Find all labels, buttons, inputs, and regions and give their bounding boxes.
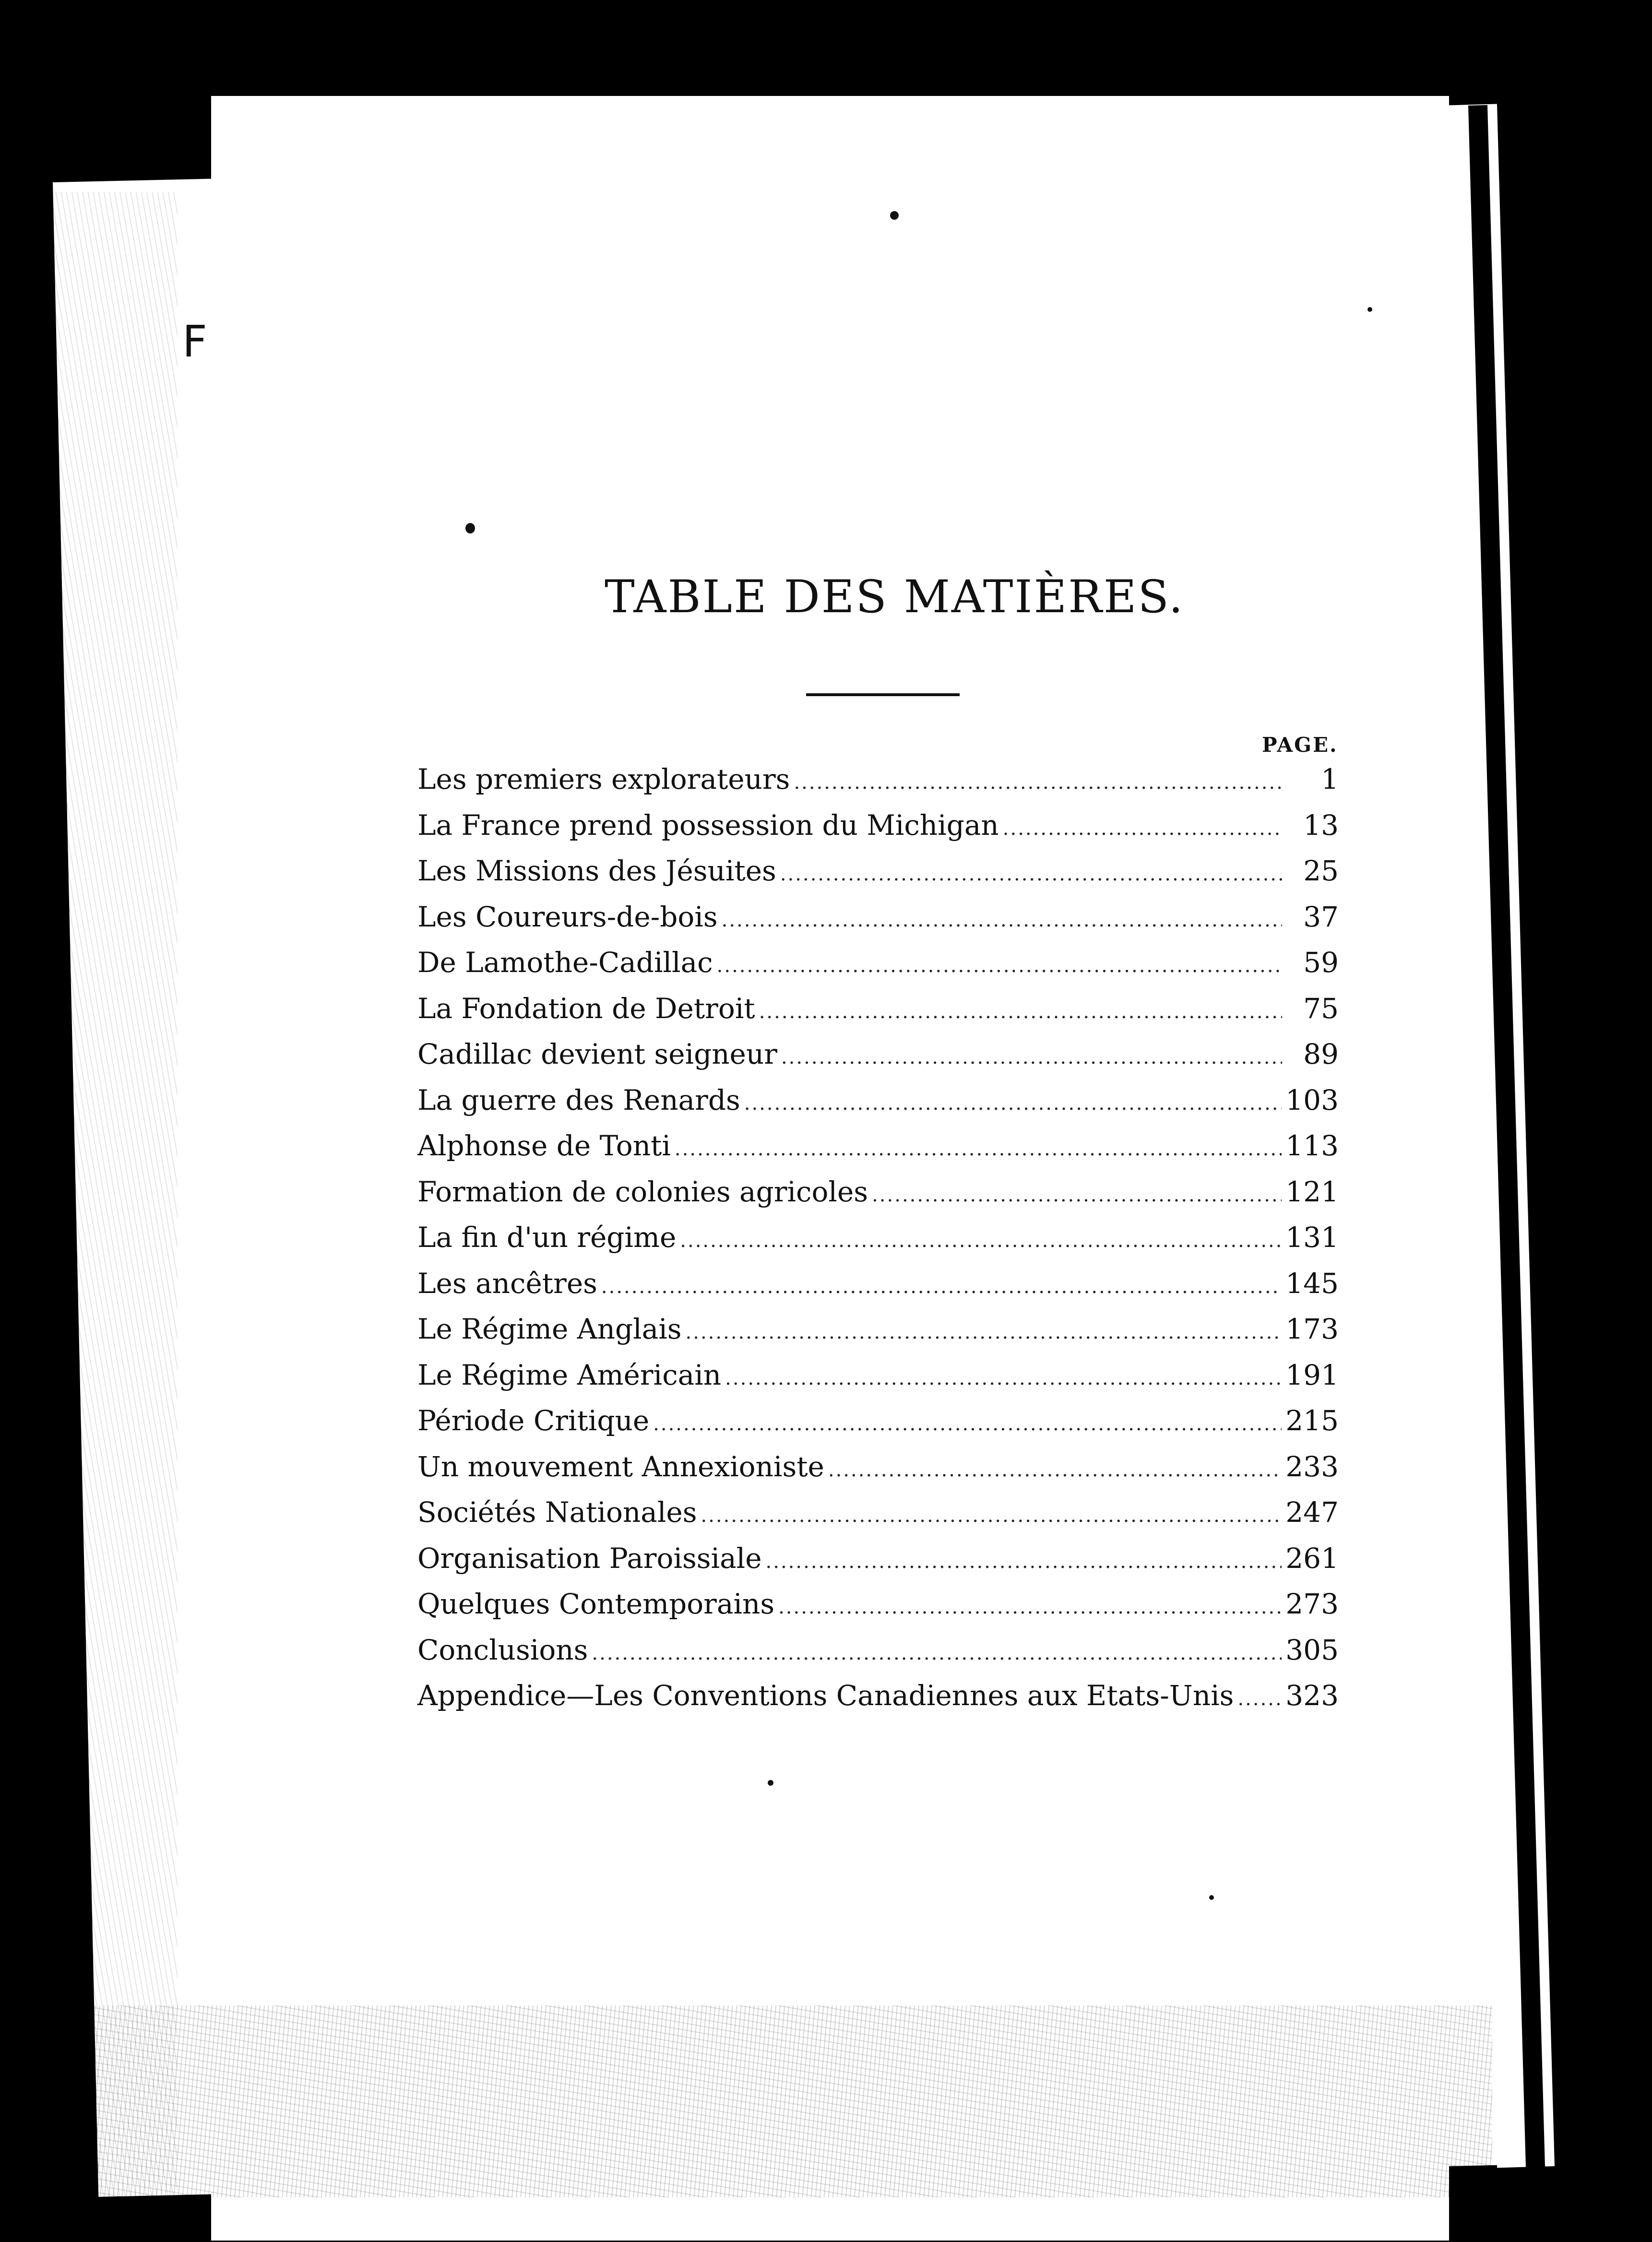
toc-entry-page: 215 bbox=[1285, 1404, 1339, 1437]
toc-entry-title: La Fondation de Detroit bbox=[417, 992, 755, 1025]
toc-entry bbox=[417, 946, 1339, 992]
toc-entry bbox=[417, 1084, 1339, 1130]
toc-entry-title: Conclusions bbox=[417, 1633, 588, 1666]
toc-entry bbox=[417, 1634, 1339, 1680]
toc-leader-dots bbox=[780, 863, 1282, 885]
toc-leader-dots bbox=[1237, 1688, 1282, 1710]
toc-entry-page: 13 bbox=[1303, 808, 1339, 842]
toc-leader-dots bbox=[872, 1184, 1282, 1206]
toc-entry-title: Le Régime Anglais bbox=[417, 1313, 682, 1345]
toc-leader-dots bbox=[675, 1138, 1282, 1160]
toc-entry-page: 191 bbox=[1285, 1358, 1339, 1391]
toc-leader-dots bbox=[725, 1367, 1282, 1389]
toc-entry-page: 25 bbox=[1303, 854, 1339, 887]
table-of-contents bbox=[417, 763, 1339, 1725]
toc-entry-page: 323 bbox=[1285, 1679, 1339, 1712]
toc-leader-dots bbox=[601, 1276, 1282, 1298]
toc-leader-dots bbox=[680, 1230, 1282, 1252]
toc-entry-page: 103 bbox=[1285, 1083, 1339, 1116]
toc-entry-page: 145 bbox=[1285, 1267, 1339, 1300]
page-column-header: PAGE. bbox=[1262, 733, 1338, 757]
toc-entry bbox=[417, 1450, 1339, 1496]
toc-entry bbox=[417, 992, 1339, 1038]
scan-speck bbox=[768, 1780, 773, 1786]
toc-entry-title: Les Coureurs-de-bois bbox=[417, 900, 718, 933]
toc-entry bbox=[417, 1679, 1339, 1725]
toc-entry-page: 261 bbox=[1285, 1542, 1339, 1575]
toc-entry-page: 89 bbox=[1303, 1038, 1339, 1070]
toc-entry-title: Alphonse de Tonti bbox=[417, 1129, 671, 1162]
toc-leader-dots bbox=[1003, 818, 1282, 840]
scan-speck bbox=[1209, 1895, 1214, 1900]
toc-entry-page: 247 bbox=[1285, 1496, 1339, 1529]
toc-leader-dots bbox=[701, 1505, 1282, 1527]
toc-entry-page: 131 bbox=[1285, 1221, 1339, 1254]
toc-leader-dots bbox=[794, 771, 1282, 794]
toc-entry bbox=[417, 809, 1339, 855]
toc-entry bbox=[417, 1267, 1339, 1313]
margin-mark: F bbox=[182, 317, 207, 367]
toc-entry bbox=[417, 1496, 1339, 1542]
toc-entry-page: 273 bbox=[1285, 1588, 1339, 1620]
toc-entry-title: Les premiers explorateurs bbox=[417, 763, 790, 795]
toc-leader-dots bbox=[592, 1642, 1282, 1664]
toc-leader-dots bbox=[686, 1321, 1282, 1343]
toc-entry bbox=[417, 1404, 1339, 1450]
scan-speck bbox=[890, 211, 899, 220]
toc-leader-dots bbox=[653, 1413, 1282, 1435]
toc-entry-title: Quelques Contemporains bbox=[417, 1588, 775, 1620]
toc-entry bbox=[417, 1175, 1339, 1222]
toc-entry-page: 59 bbox=[1303, 946, 1339, 979]
toc-leader-dots bbox=[766, 1551, 1282, 1573]
toc-entry bbox=[417, 1588, 1339, 1634]
toc-entry-page: 75 bbox=[1303, 992, 1339, 1025]
toc-entry-title: Période Critique bbox=[417, 1404, 650, 1437]
toc-entry-title: Les Missions des Jésuites bbox=[417, 854, 776, 887]
toc-entry bbox=[417, 1313, 1339, 1359]
toc-entry-title: Les ancêtres bbox=[417, 1267, 597, 1300]
toc-entry-title: La France prend possession du Michigan bbox=[417, 808, 999, 842]
toc-leader-dots bbox=[717, 955, 1282, 977]
toc-leader-dots bbox=[722, 909, 1282, 931]
toc-entry-page: 113 bbox=[1285, 1129, 1339, 1162]
toc-entry bbox=[417, 854, 1339, 901]
toc-entry-title: La fin d'un régime bbox=[417, 1221, 677, 1254]
toc-entry bbox=[417, 1129, 1339, 1175]
toc-entry-title: La guerre des Renards bbox=[417, 1083, 740, 1116]
title-rule bbox=[806, 693, 960, 696]
toc-entry-page: 233 bbox=[1285, 1450, 1339, 1483]
scan-speck bbox=[465, 523, 475, 534]
toc-entry-page: 173 bbox=[1285, 1313, 1339, 1345]
toc-entry-title: Le Régime Américain bbox=[417, 1358, 722, 1391]
toc-leader-dots bbox=[828, 1459, 1282, 1481]
toc-entry bbox=[417, 763, 1339, 809]
toc-entry-title: Formation de colonies agricoles bbox=[417, 1175, 868, 1208]
toc-entry-page: 1 bbox=[1321, 763, 1339, 795]
toc-leader-dots bbox=[759, 1001, 1282, 1023]
toc-entry bbox=[417, 1359, 1339, 1405]
toc-leader-dots bbox=[778, 1596, 1282, 1618]
toc-entry-title: Organisation Paroissiale bbox=[417, 1542, 762, 1575]
toc-entry-page: 305 bbox=[1285, 1633, 1339, 1666]
toc-entry bbox=[417, 1221, 1339, 1267]
toc-entry-title: De Lamothe-Cadillac bbox=[417, 946, 713, 979]
toc-entry-page: 37 bbox=[1303, 900, 1339, 933]
toc-entry-title: Sociétés Nationales bbox=[417, 1496, 697, 1529]
toc-entry-page: 121 bbox=[1285, 1175, 1339, 1208]
toc-entry-title: Un mouvement Annexioniste bbox=[417, 1450, 824, 1483]
toc-entry bbox=[417, 1038, 1339, 1084]
toc-entry bbox=[417, 901, 1339, 947]
page-title: TABLE DES MATIÈRES. bbox=[605, 571, 1185, 623]
toc-entry bbox=[417, 1542, 1339, 1588]
toc-leader-dots bbox=[781, 1046, 1282, 1068]
toc-entry-title: Appendice—Les Conventions Canadiennes aux Etats-Unis bbox=[417, 1679, 1234, 1712]
toc-entry-title: Cadillac devient seigneur bbox=[417, 1038, 777, 1070]
toc-leader-dots bbox=[744, 1092, 1282, 1115]
scan-speck bbox=[1367, 307, 1372, 312]
